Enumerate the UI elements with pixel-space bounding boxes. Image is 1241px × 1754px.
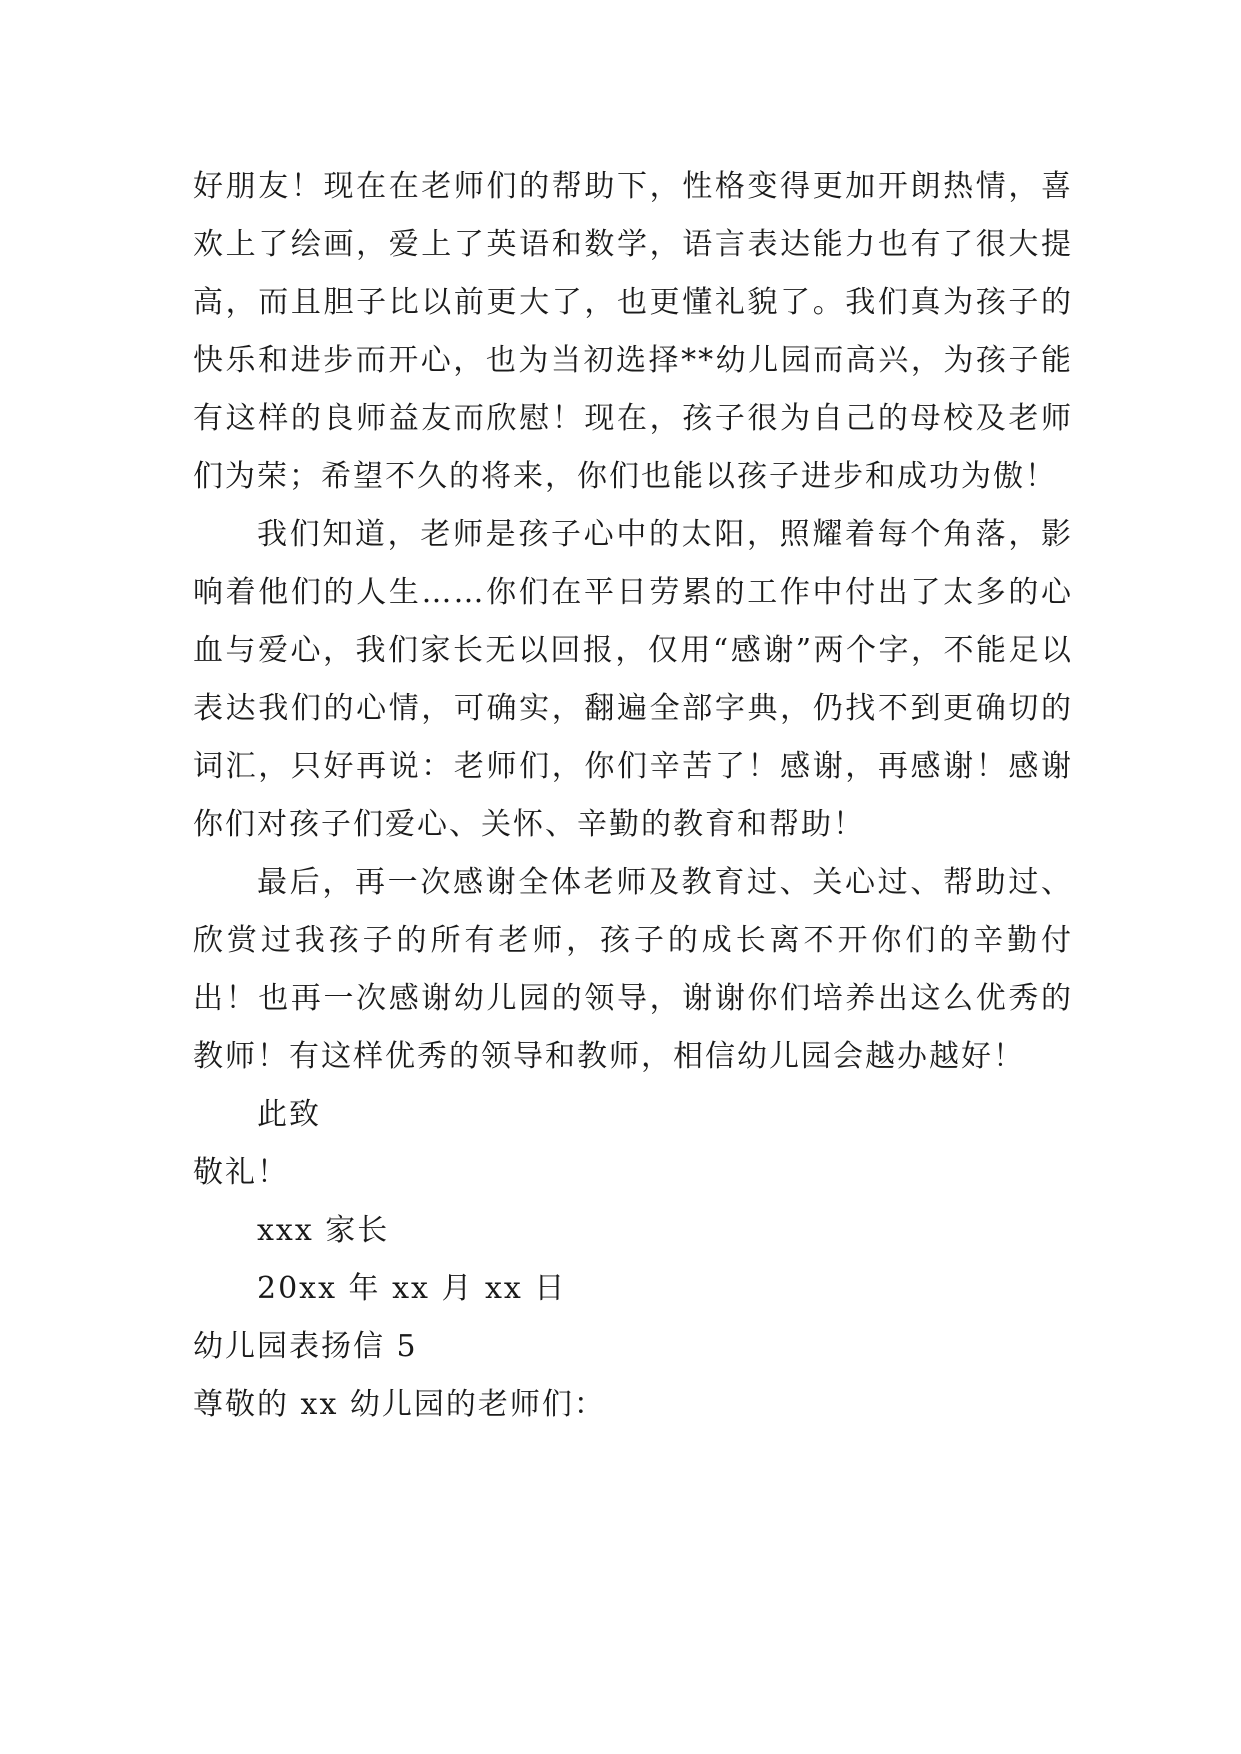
next-letter-greeting: 尊敬的 xx 幼儿园的老师们： — [193, 1387, 606, 1422]
letter-body — [193, 158, 1073, 1434]
signature: xxx 家长 — [257, 1213, 390, 1248]
paragraph-final-thanks: 最后，再一次感谢全体老师及教育过、关心过、帮助过、欣赏过我孩子的所有老师，孩子的成长离不开你们的辛勤付出！也再一次感谢幼儿园的领导，谢谢你们培养出这么优秀的教师！有这样优秀的领导和教师，相信幼儿园会越办越好！ — [193, 865, 1073, 1074]
date-line: 20xx 年 xx 月 xx 日 — [257, 1271, 567, 1306]
paragraph-continued: 好朋友！现在在老师们的帮助下，性格变得更加开朗热情，喜欢上了绘画，爱上了英语和数学，语言表达能力也有了很大提高，而且胆子比以前更大了，也更懂礼貌了。我们真为孩子的快乐和进步而开心，也为当初选择**幼儿园而高兴，为孩子能有这样的良师益友而欣慰！现在，孩子很为自己的母校及老师们为荣；希望不久的将来，你们也能以孩子进步和成功为傲！ — [193, 169, 1073, 494]
salute-phrase: 敬礼！ — [193, 1155, 289, 1190]
paragraph-gratitude: 我们知道，老师是孩子心中的太阳，照耀着每个角落，影响着他们的人生……你们在平日劳累的工作中付出了太多的心血与爱心，我们家长无以回报，仅用“感谢”两个字，不能足以表达我们的心情，可确实，翻遍全部字典，仍找不到更确切的词汇，只好再说：老师们，你们辛苦了！感谢，再感谢！感谢你们对孩子们爱心、关怀、辛勤的教育和帮助！ — [193, 517, 1073, 842]
next-letter-title: 幼儿园表扬信 5 — [193, 1329, 418, 1364]
closing-phrase: 此致 — [257, 1097, 321, 1132]
